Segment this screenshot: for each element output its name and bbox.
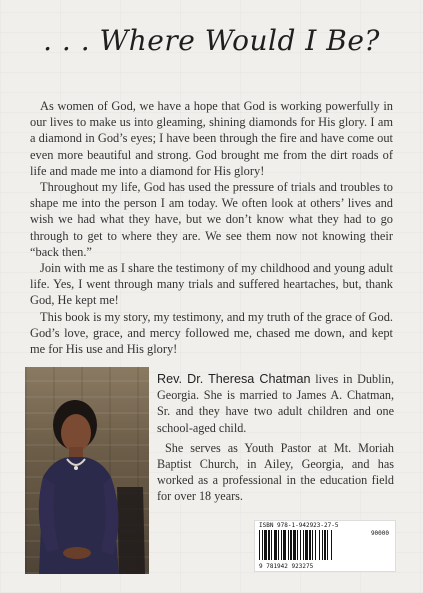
barcode-bar [288,530,289,560]
barcode-bar [315,530,316,560]
barcode-bar [312,530,313,560]
author-photo [25,367,149,574]
author-portrait-illustration [25,367,149,574]
barcode-bar [281,530,282,560]
barcode-bar [271,530,272,560]
barcode-bars [259,530,391,562]
barcode-bar [293,530,296,560]
price-code: 90000 [370,530,389,537]
barcode-bar [274,530,277,560]
isbn-barcode [254,520,396,572]
barcode-bar [268,530,270,560]
barcode-bar [303,530,304,560]
author-bio [157,371,394,509]
barcode-bar [264,530,267,560]
barcode-bar [278,530,279,560]
barcode-digits: 9 781942 923275 [259,563,314,570]
barcode-bar [297,530,298,560]
barcode-bar [283,530,286,560]
bio-paragraph-2: She serves as Youth Pastor at Mt. Moriah Baptist Church, in Ailey, Georgia, and has worked as a professional in the education field for over 18 years. [157,440,394,504]
barcode-bar [319,530,320,560]
barcode-bar [305,530,308,560]
barcode-bar [324,530,326,560]
barcode-bar [331,530,332,560]
barcode-bar [322,530,323,560]
isbn-label: ISBN 978-1-942923-27-5 [259,522,339,529]
barcode-bar [262,530,263,560]
blurb-paragraph: Join with me as I share the testimony of my childhood and young adult life. Yes, I went through many trials and suffered heartaches, but, thank God, He kept me! [30,261,393,308]
back-cover-blurb [30,98,393,357]
bio-paragraph-1-text: lives in Dublin, Georgia. She is married to James A. Chatman, Sr. and they have two adult children and one school-aged child. [157,372,395,435]
barcode-bar [327,530,328,560]
barcode-bar [259,530,260,560]
author-name: Rev. Dr. Theresa Chatman [157,372,311,386]
book-title: . . . Where Would I Be? [43,24,380,57]
barcode-bar [290,530,292,560]
bio-paragraph-1 [157,371,394,436]
blurb-paragraph: This book is my story, my testimony, and my truth of the grace of God. God’s love, grace, and mercy followed me, chased me down, and kept me for His use and His glory! [30,309,393,357]
barcode-bar [300,530,301,560]
barcode-bar [309,530,311,560]
blurb-paragraph: As women of God, we have a hope that God is working powerfully in our lives to make us into gleaming, shining diamonds for His glory. I am a diamond in God’s eyes; I have been through the fire and have come out even more beautiful and strong. God brought me from the dirt roads of life and made me into a diamond for His glory! [30,99,393,178]
blurb-paragraph: Throughout my life, God has used the pressure of trials and troubles to shape me into the person I am today. We often look at others’ lives and wish we had what they have, but we don’t know what they had to go through to get to where they are. We see them now not knowing their “back then.” [30,180,393,259]
